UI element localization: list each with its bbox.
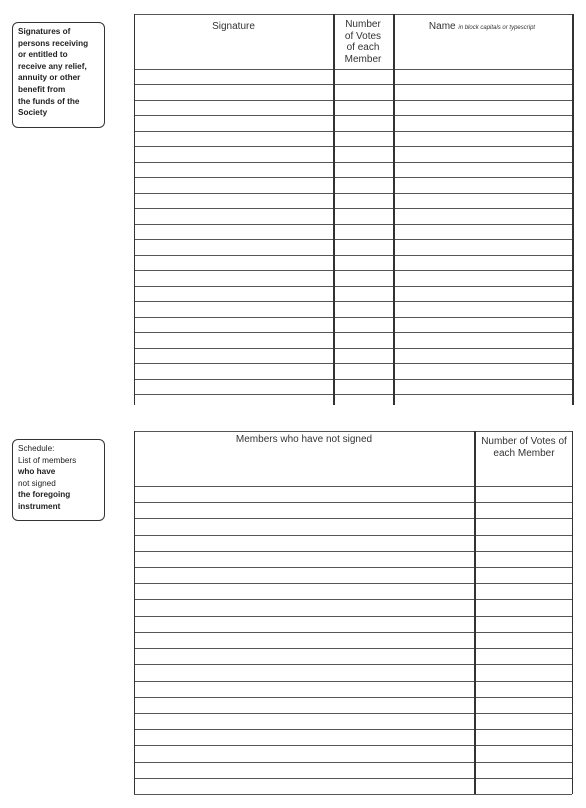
row-rule [134,486,572,487]
side-label-line: not signed [18,478,56,488]
row-rule [134,518,572,519]
row-rule [134,745,572,746]
row-rule [134,502,572,503]
votes-header-line: each Member [493,447,555,459]
row-rule [134,664,572,665]
column-divider [474,431,476,794]
side-label-line: annuity or other [18,73,81,83]
row-rule [134,762,572,763]
side-label-line: or entitled to [18,50,68,60]
side-label-line: persons receiving [18,38,89,48]
votes-column-header [475,436,573,459]
row-rule [134,551,572,552]
row-rule [134,583,572,584]
row-rule [134,697,572,698]
row-rule [134,778,572,779]
votes-header-line: Number of Votes of [481,436,567,447]
row-rule [134,713,572,714]
name-header-note: in block capitals or typescript [458,25,536,31]
side-label-line: the foregoing [18,490,71,500]
votes-header-line: of Votes [344,30,382,42]
row-rule [134,729,572,730]
side-label-line: benefit from [18,84,66,94]
table-top-border [134,431,572,432]
left-border [134,431,135,794]
side-label-line: instrument [18,501,61,511]
row-rule [134,648,572,649]
name-header-label: Name [428,21,456,32]
side-label-line: Signatures of [18,27,71,36]
votes-header-line: Number [345,19,381,30]
row-rule [134,567,572,568]
right-border [572,431,573,794]
row-rule [134,535,572,536]
side-label-line: List of members [18,455,77,465]
votes-header-line: Member [344,53,382,65]
side-label-line: receive any relief, [18,61,87,71]
votes-header-line: of each [346,42,380,54]
side-label-line: who have [18,467,56,477]
side-label-line: the funds of the [18,96,80,106]
row-rule [134,616,572,617]
signature-column-header: Signature [212,21,255,32]
side-label-line: Society [18,108,48,118]
row-rule [134,794,572,795]
row-rule [134,599,572,600]
row-rule [134,632,572,633]
members-column-header: Members who have not signed [235,434,373,445]
side-label-line: Schedule: [18,444,55,453]
row-rule [134,681,572,682]
